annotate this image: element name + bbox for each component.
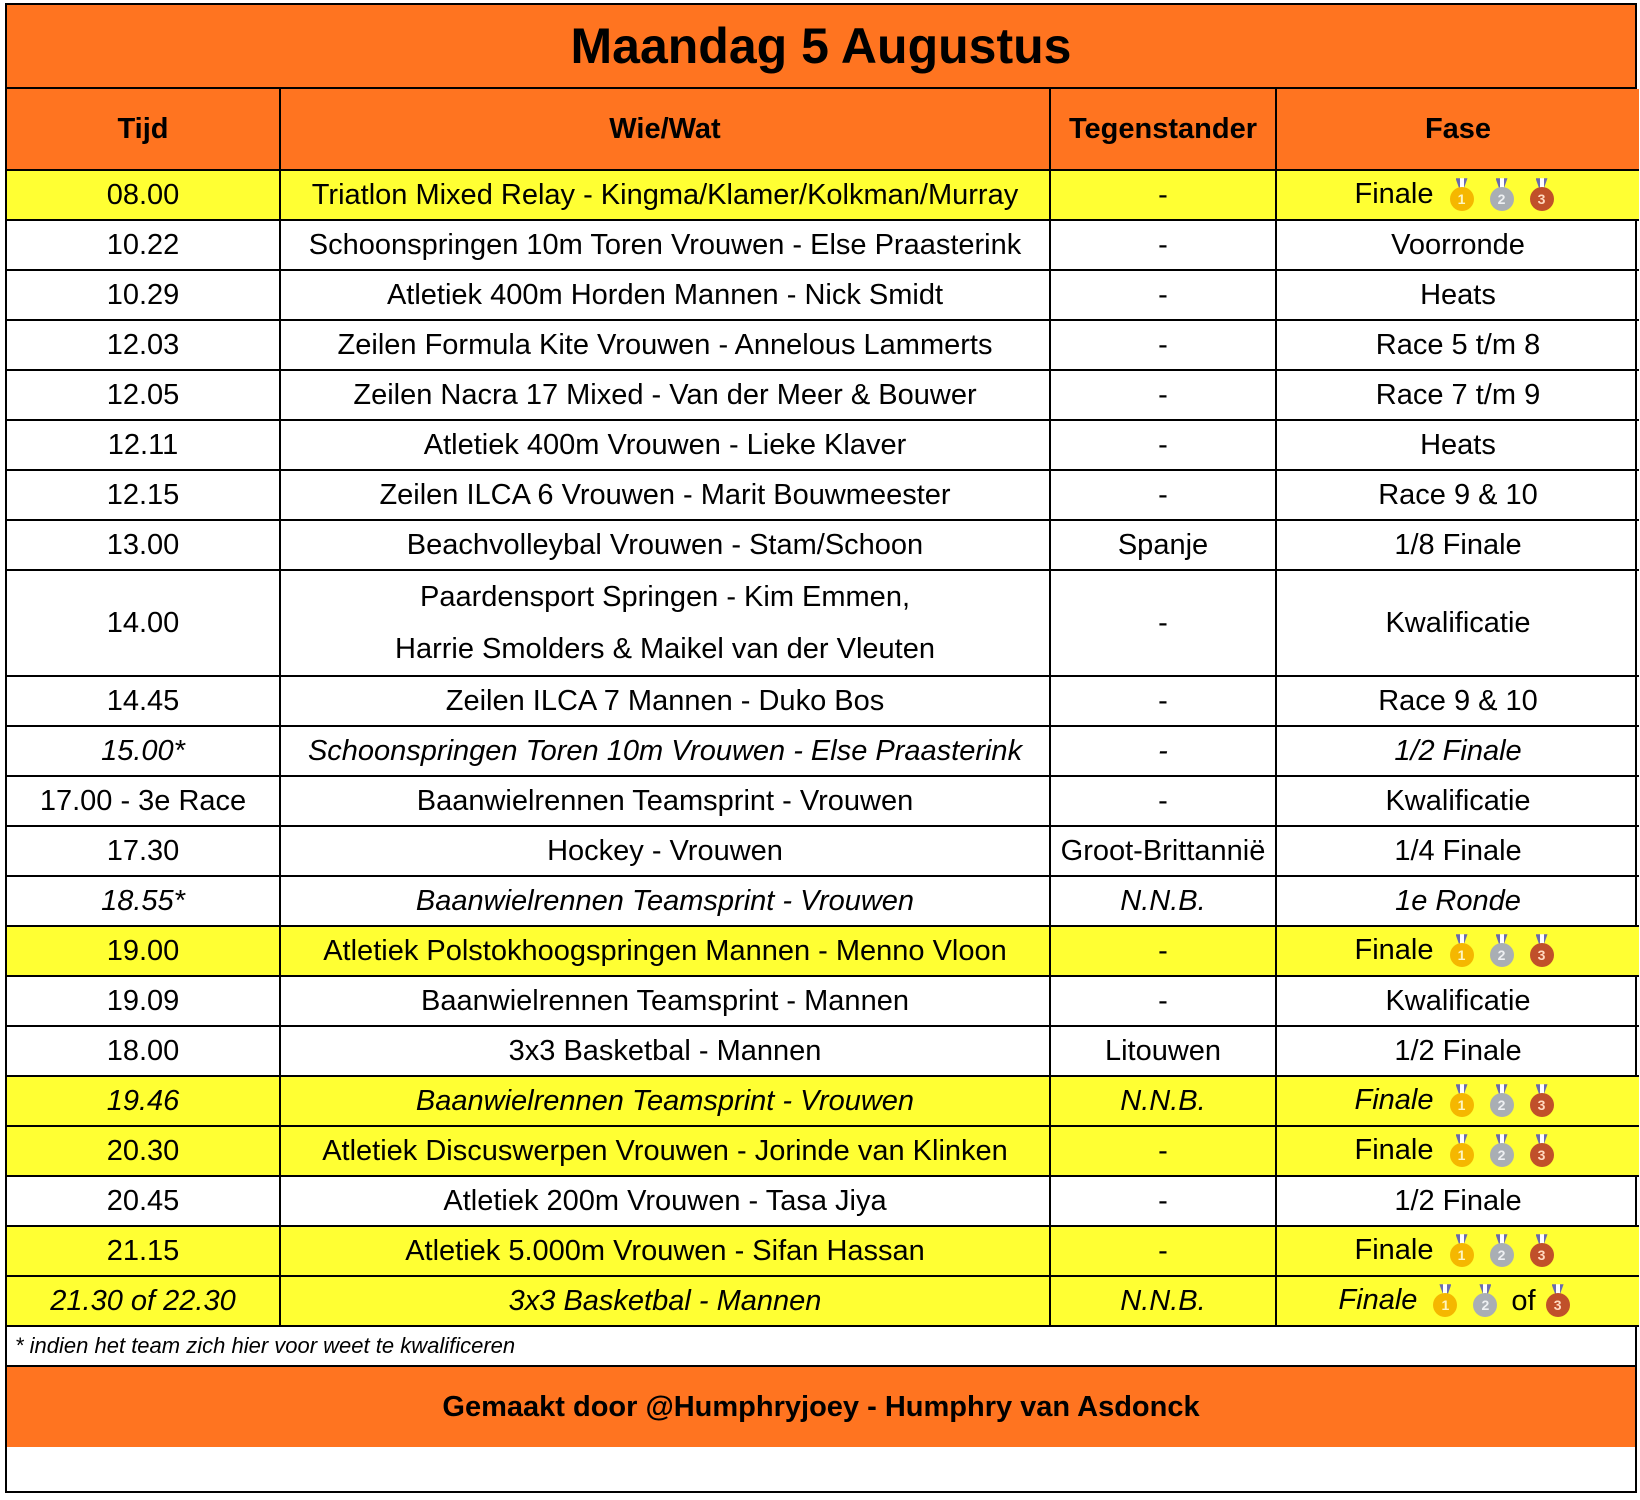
event-cell: Zeilen ILCA 7 Mannen - Duko Bos bbox=[280, 676, 1050, 726]
event-cell: Schoonspringen Toren 10m Vrouwen - Else Praasterink bbox=[280, 726, 1050, 776]
phase-cell: 1/2 Finale bbox=[1276, 1026, 1639, 1076]
phase-cell bbox=[1276, 1076, 1639, 1126]
phase-cell: 1e Ronde bbox=[1276, 876, 1639, 926]
silver-medal-icon: 2 bbox=[1489, 1134, 1515, 1168]
table-row bbox=[7, 1226, 1639, 1276]
table-row bbox=[7, 520, 1639, 570]
credit-footer: Gemaakt door @Humphryjoey - Humphry van Asdonck bbox=[7, 1365, 1635, 1447]
opponent-cell: Litouwen bbox=[1050, 1026, 1276, 1076]
opponent-cell: N.N.B. bbox=[1050, 876, 1276, 926]
opponent-cell: - bbox=[1050, 1126, 1276, 1176]
medals bbox=[1442, 178, 1562, 212]
bronze-medal-icon: 3 bbox=[1529, 1234, 1555, 1268]
time-cell: 10.29 bbox=[7, 270, 280, 320]
event-cell: Zeilen ILCA 6 Vrouwen - Marit Bouwmeester bbox=[280, 470, 1050, 520]
gold-medal-icon: 1 bbox=[1432, 1284, 1458, 1318]
opponent-cell: Groot-Brittannië bbox=[1050, 826, 1276, 876]
table-row bbox=[7, 826, 1639, 876]
phase-cell bbox=[1276, 1226, 1639, 1276]
silver-medal-icon: 2 bbox=[1489, 178, 1515, 212]
event-cell: 3x3 Basketbal - Mannen bbox=[280, 1276, 1050, 1326]
time-cell: 18.55* bbox=[7, 876, 280, 926]
table-row bbox=[7, 676, 1639, 726]
time-cell: 20.30 bbox=[7, 1126, 280, 1176]
phase-cell bbox=[1276, 170, 1639, 220]
bronze-medal-icon: 3 bbox=[1529, 1134, 1555, 1168]
medals bbox=[1442, 1134, 1562, 1168]
opponent-cell: - bbox=[1050, 270, 1276, 320]
opponent-cell: - bbox=[1050, 220, 1276, 270]
event-cell: Zeilen Formula Kite Vrouwen - Annelous Lammerts bbox=[280, 320, 1050, 370]
table-row bbox=[7, 570, 1639, 676]
time-cell: 18.00 bbox=[7, 1026, 280, 1076]
time-cell: 17.00 - 3e Race bbox=[7, 776, 280, 826]
silver-medal-icon: 2 bbox=[1489, 1084, 1515, 1118]
phase-cell: Kwalificatie bbox=[1276, 570, 1639, 676]
phase-cell: Kwalificatie bbox=[1276, 776, 1639, 826]
event-cell: Baanwielrennen Teamsprint - Mannen bbox=[280, 976, 1050, 1026]
opponent-cell: N.N.B. bbox=[1050, 1076, 1276, 1126]
phase-cell: Race 5 t/m 8 bbox=[1276, 320, 1639, 370]
opponent-cell: - bbox=[1050, 420, 1276, 470]
event-cell bbox=[280, 570, 1050, 676]
table-row bbox=[7, 470, 1639, 520]
or-label: of bbox=[1511, 1284, 1536, 1317]
phase-cell: Voorronde bbox=[1276, 220, 1639, 270]
table-row bbox=[7, 270, 1639, 320]
opponent-cell: - bbox=[1050, 926, 1276, 976]
time-cell: 12.11 bbox=[7, 420, 280, 470]
table-row bbox=[7, 926, 1639, 976]
schedule-sheet bbox=[5, 3, 1637, 1493]
table-row bbox=[7, 320, 1639, 370]
event-cell: Atletiek Discuswerpen Vrouwen - Jorinde van Klinken bbox=[280, 1126, 1050, 1176]
bronze-medal-icon: 3 bbox=[1529, 934, 1555, 968]
time-cell: 19.00 bbox=[7, 926, 280, 976]
phase-cell bbox=[1276, 1276, 1639, 1326]
phase-cell: Race 7 t/m 9 bbox=[1276, 370, 1639, 420]
header-row bbox=[7, 89, 1639, 170]
table-row bbox=[7, 726, 1639, 776]
table-row bbox=[7, 170, 1639, 220]
event-cell: Atletiek 200m Vrouwen - Tasa Jiya bbox=[280, 1176, 1050, 1226]
event-cell: Schoonspringen 10m Toren Vrouwen - Else Praasterink bbox=[280, 220, 1050, 270]
opponent-cell: - bbox=[1050, 470, 1276, 520]
phase-cell: Heats bbox=[1276, 420, 1639, 470]
opponent-cell: - bbox=[1050, 370, 1276, 420]
silver-medal-icon: 2 bbox=[1472, 1284, 1498, 1318]
opponent-cell: - bbox=[1050, 726, 1276, 776]
table-row bbox=[7, 220, 1639, 270]
phase-label: Finale bbox=[1354, 1133, 1434, 1166]
opponent-cell: - bbox=[1050, 570, 1276, 676]
medals bbox=[1425, 1284, 1577, 1318]
table-row bbox=[7, 776, 1639, 826]
phase-cell bbox=[1276, 926, 1639, 976]
schedule-table bbox=[7, 89, 1639, 1327]
phase-cell: Kwalificatie bbox=[1276, 976, 1639, 1026]
table-row bbox=[7, 420, 1639, 470]
table-row bbox=[7, 1026, 1639, 1076]
silver-medal-icon: 2 bbox=[1489, 1234, 1515, 1268]
footnote: * indien het team zich hier voor weet te kwalificeren bbox=[15, 1333, 516, 1358]
gold-medal-icon: 1 bbox=[1449, 1234, 1475, 1268]
event-cell: Triatlon Mixed Relay - Kingma/Klamer/Kolkman/Murray bbox=[280, 170, 1050, 220]
header-who: Wie/Wat bbox=[280, 89, 1050, 170]
time-cell: 08.00 bbox=[7, 170, 280, 220]
time-cell: 21.30 of 22.30 bbox=[7, 1276, 280, 1326]
phase-label: Finale bbox=[1354, 933, 1434, 966]
event-cell: Beachvolleybal Vrouwen - Stam/Schoon bbox=[280, 520, 1050, 570]
table-row bbox=[7, 1276, 1639, 1326]
gold-medal-icon: 1 bbox=[1449, 1134, 1475, 1168]
phase-cell: 1/4 Finale bbox=[1276, 826, 1639, 876]
time-cell: 15.00* bbox=[7, 726, 280, 776]
phase-cell: 1/2 Finale bbox=[1276, 726, 1639, 776]
time-cell: 14.00 bbox=[7, 570, 280, 676]
bronze-medal-icon: 3 bbox=[1529, 1084, 1555, 1118]
table-row bbox=[7, 370, 1639, 420]
opponent-cell: - bbox=[1050, 1176, 1276, 1226]
phase-cell bbox=[1276, 1126, 1639, 1176]
opponent-cell: N.N.B. bbox=[1050, 1276, 1276, 1326]
time-cell: 21.15 bbox=[7, 1226, 280, 1276]
event-cell: Baanwielrennen Teamsprint - Vrouwen bbox=[280, 776, 1050, 826]
table-row bbox=[7, 1126, 1639, 1176]
time-cell: 12.15 bbox=[7, 470, 280, 520]
event-cell: Atletiek 400m Vrouwen - Lieke Klaver bbox=[280, 420, 1050, 470]
phase-cell: Race 9 & 10 bbox=[1276, 470, 1639, 520]
opponent-cell: - bbox=[1050, 170, 1276, 220]
phase-label: Finale bbox=[1338, 1283, 1418, 1316]
phase-cell: 1/2 Finale bbox=[1276, 1176, 1639, 1226]
bronze-medal-icon: 3 bbox=[1529, 178, 1555, 212]
event-line-2: Harrie Smolders & Maikel van der Vleuten bbox=[395, 633, 935, 665]
event-cell: 3x3 Basketbal - Mannen bbox=[280, 1026, 1050, 1076]
opponent-cell: - bbox=[1050, 1226, 1276, 1276]
event-cell: Atletiek 400m Horden Mannen - Nick Smidt bbox=[280, 270, 1050, 320]
header-phase: Fase bbox=[1276, 89, 1639, 170]
time-cell: 14.45 bbox=[7, 676, 280, 726]
gold-medal-icon: 1 bbox=[1449, 1084, 1475, 1118]
event-cell: Hockey - Vrouwen bbox=[280, 826, 1050, 876]
time-cell: 12.03 bbox=[7, 320, 280, 370]
opponent-cell: - bbox=[1050, 776, 1276, 826]
medals bbox=[1442, 1234, 1562, 1268]
phase-label: Finale bbox=[1354, 1233, 1434, 1266]
time-cell: 20.45 bbox=[7, 1176, 280, 1226]
bronze-medal-icon: 3 bbox=[1545, 1284, 1571, 1318]
event-cell: Baanwielrennen Teamsprint - Vrouwen bbox=[280, 1076, 1050, 1126]
gold-medal-icon: 1 bbox=[1449, 934, 1475, 968]
time-cell: 17.30 bbox=[7, 826, 280, 876]
event-line-1: Paardensport Springen - Kim Emmen, bbox=[420, 581, 910, 613]
silver-medal-icon: 2 bbox=[1489, 934, 1515, 968]
page-title: Maandag 5 Augustus bbox=[7, 5, 1635, 89]
opponent-cell: - bbox=[1050, 976, 1276, 1026]
table-row bbox=[7, 976, 1639, 1026]
header-opponent: Tegenstander bbox=[1050, 89, 1276, 170]
table-row bbox=[7, 1176, 1639, 1226]
medals bbox=[1442, 1084, 1562, 1118]
phase-label: Finale bbox=[1354, 1083, 1434, 1116]
phase-label: Finale bbox=[1354, 177, 1434, 210]
table-row bbox=[7, 876, 1639, 926]
time-cell: 13.00 bbox=[7, 520, 280, 570]
event-cell: Atletiek 5.000m Vrouwen - Sifan Hassan bbox=[280, 1226, 1050, 1276]
phase-cell: Heats bbox=[1276, 270, 1639, 320]
time-cell: 19.09 bbox=[7, 976, 280, 1026]
time-cell: 19.46 bbox=[7, 1076, 280, 1126]
header-time: Tijd bbox=[7, 89, 280, 170]
event-cell: Baanwielrennen Teamsprint - Vrouwen bbox=[280, 876, 1050, 926]
opponent-cell: - bbox=[1050, 676, 1276, 726]
event-cell: Zeilen Nacra 17 Mixed - Van der Meer & Bouwer bbox=[280, 370, 1050, 420]
event-cell: Atletiek Polstokhoogspringen Mannen - Menno Vloon bbox=[280, 926, 1050, 976]
phase-cell: Race 9 & 10 bbox=[1276, 676, 1639, 726]
time-cell: 10.22 bbox=[7, 220, 280, 270]
phase-cell: 1/8 Finale bbox=[1276, 520, 1639, 570]
medals bbox=[1442, 934, 1562, 968]
gold-medal-icon: 1 bbox=[1449, 178, 1475, 212]
time-cell: 12.05 bbox=[7, 370, 280, 420]
table-row bbox=[7, 1076, 1639, 1126]
opponent-cell: Spanje bbox=[1050, 520, 1276, 570]
opponent-cell: - bbox=[1050, 320, 1276, 370]
